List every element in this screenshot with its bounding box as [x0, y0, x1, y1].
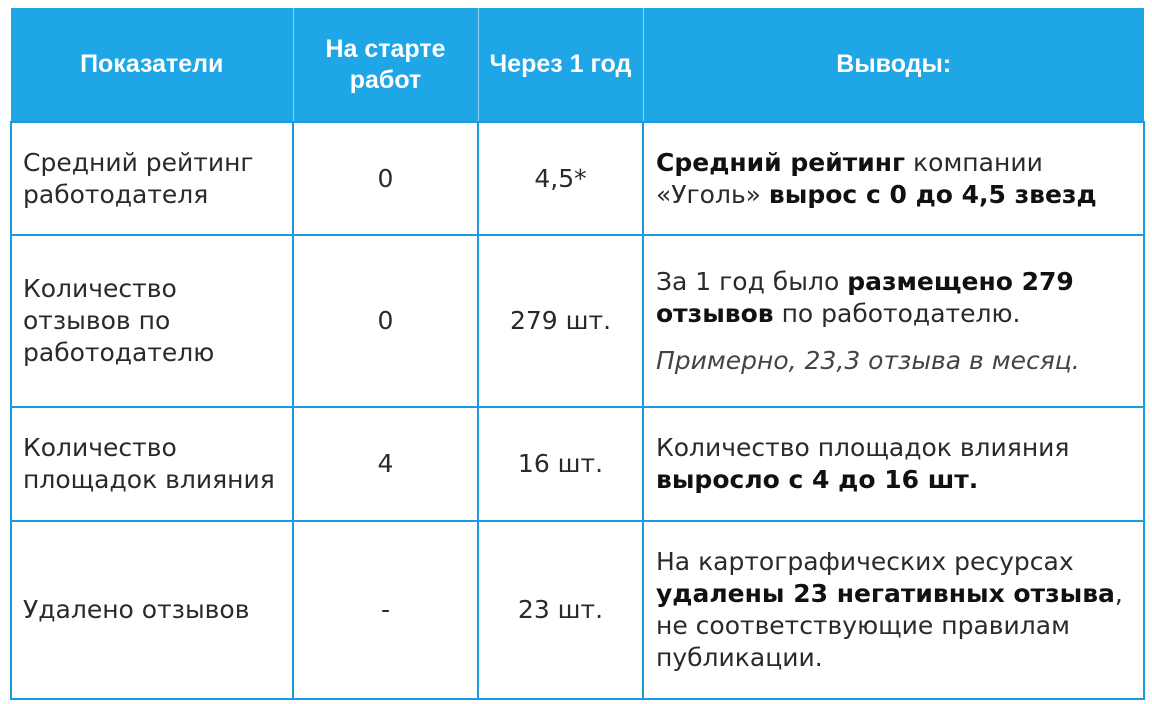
conclusion-text: Количество площадок влияния: [656, 433, 1070, 462]
conclusion-paragraph: [656, 266, 1135, 330]
header-indicators: Показатели: [11, 8, 293, 122]
table-row: [11, 122, 1144, 235]
conclusion-text: За 1 год было: [656, 266, 848, 296]
conclusion-text: На картографических ресурсах: [656, 547, 1074, 576]
results-table: [10, 8, 1145, 700]
conclusion-text: , не соответствующие правилам публикации.: [656, 579, 1123, 672]
table-row: [11, 521, 1144, 699]
indicator-cell: Удалено отзывов: [11, 521, 293, 699]
indicator-cell: Средний рейтинг работодателя: [11, 122, 293, 235]
conclusion-bold: выросло с 4 до 16 шт.: [656, 465, 979, 494]
after-value-cell: 23 шт.: [478, 521, 643, 699]
after-value-cell: 279 шт.: [478, 235, 643, 407]
conclusion-bold: Средний рейтинг: [656, 147, 906, 177]
conclusion-text: по работодателю.: [773, 298, 1021, 328]
conclusion-bold: вырос с 0 до 4,5 звезд: [768, 179, 1097, 209]
conclusion-bold: удалены 23 негативных отзыва: [656, 579, 1115, 608]
conclusion-note: Примерно, 23,3 отзыва в месяц.: [656, 345, 1080, 375]
conclusion-text: компании «Уголь»: [656, 147, 1043, 209]
start-value-cell: 4: [293, 407, 478, 521]
conclusion-bold: размещено 279 отзывов: [656, 266, 1074, 328]
header-at-start: На старте работ: [293, 8, 478, 122]
header-after-1-year: Через 1 год: [478, 8, 643, 122]
after-value-cell: 4,5*: [478, 122, 643, 235]
start-value-cell: -: [293, 521, 478, 699]
indicator-cell: Количество отзывов по работодателю: [11, 235, 293, 407]
conclusion-cell: [643, 235, 1144, 407]
start-value-cell: 0: [293, 122, 478, 235]
table-header-row: [11, 8, 1144, 122]
conclusion-cell: [643, 407, 1144, 521]
conclusion-cell: [643, 122, 1144, 235]
header-conclusions: Выводы:: [643, 8, 1144, 122]
table-row: [11, 235, 1144, 407]
indicator-cell: Количество площадок влияния: [11, 407, 293, 521]
start-value-cell: 0: [293, 235, 478, 407]
conclusion-cell: [643, 521, 1144, 699]
after-value-cell: 16 шт.: [478, 407, 643, 521]
table-row: [11, 407, 1144, 521]
